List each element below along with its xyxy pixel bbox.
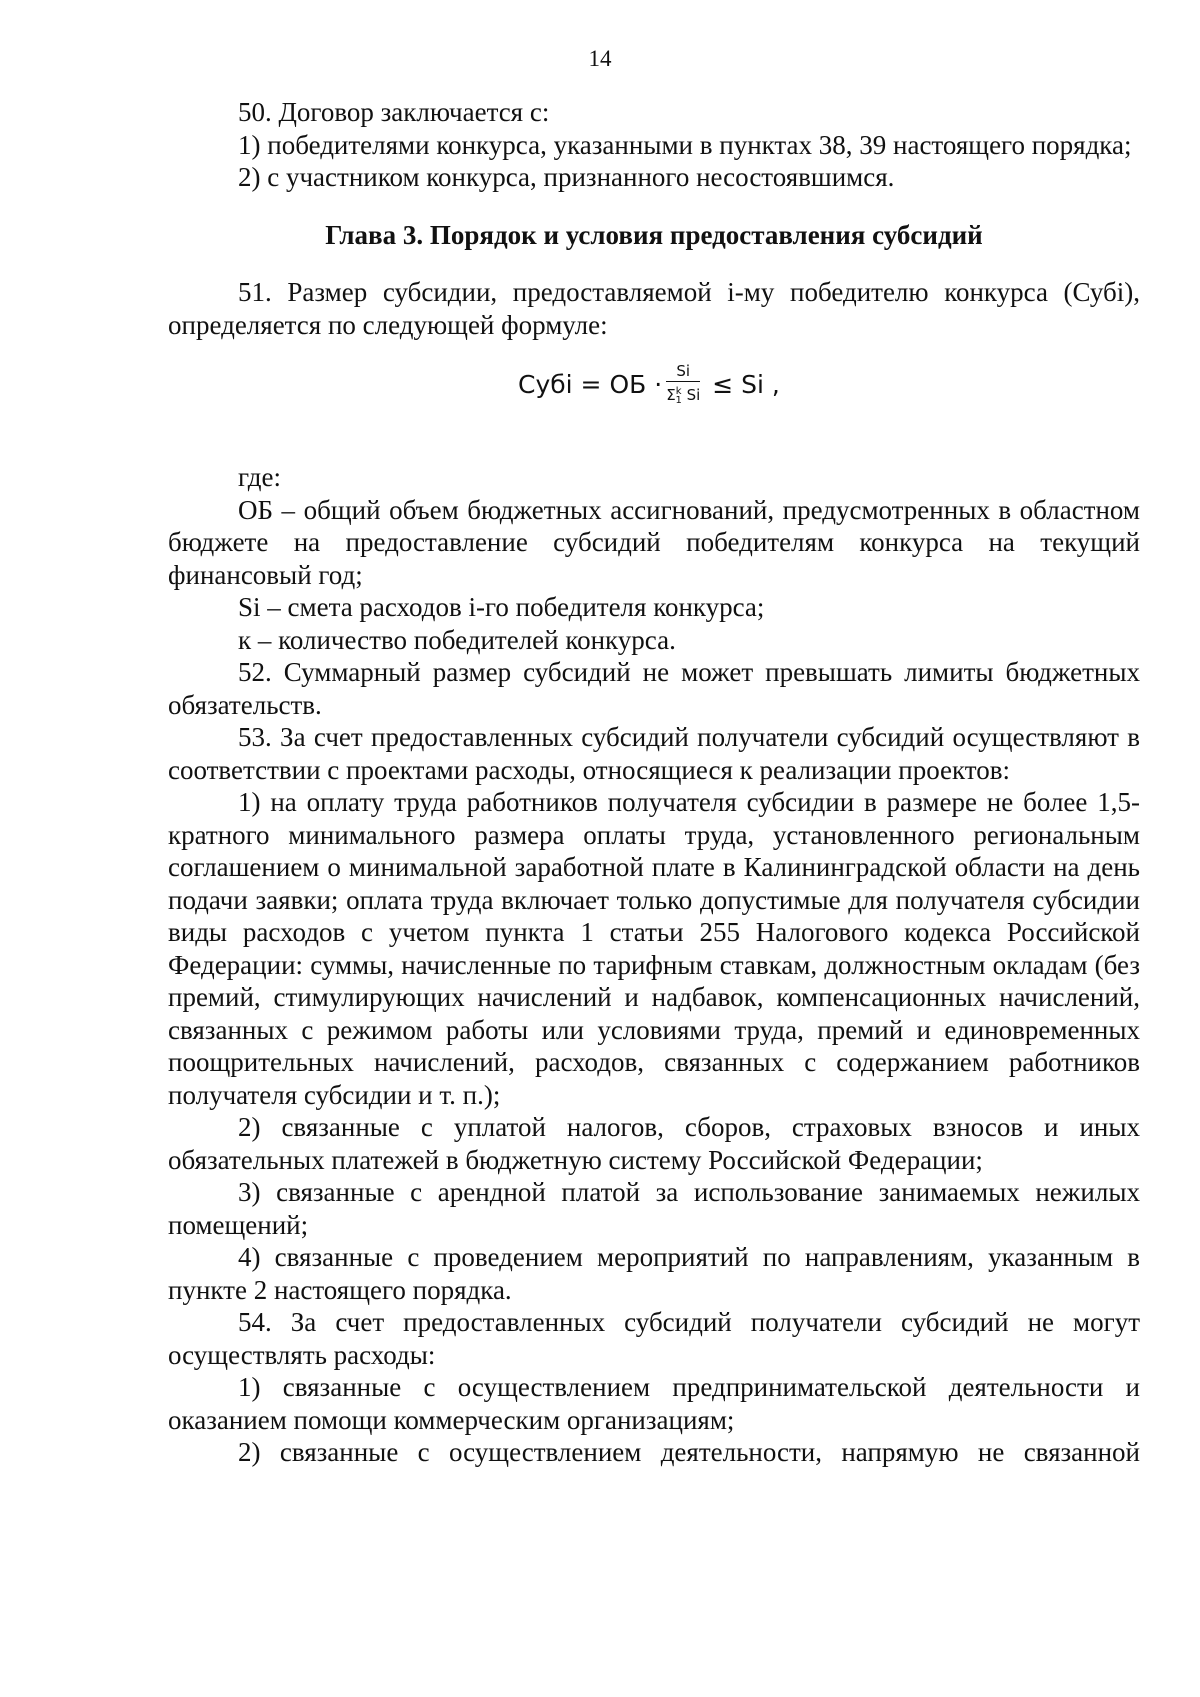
clause-52-text: 52. Суммарный размер субсидий не может превышать лимиты бюджетных обязательств. xyxy=(168,657,1140,720)
clause-51-text: 51. Размер субсидии, предоставляемой i-му победителю конкурса (Субi), определяется по следующей формуле: xyxy=(168,277,1140,340)
formula-fraction xyxy=(666,363,700,409)
clause-53-item-1: 1) на оплату труда работников получателя субсидии в размере не более 1,5-кратного минимального размера оплаты труда, установленного региональным соглашением о минимальной заработной плате в Калининградской области на день подачи заявки; оплата труда включает только допустимые для получателя субсидии виды расходов с учетом пункта 1 статьи 255 Налогового кодекса Российской Федерации: суммы, начисленные по тарифным ставкам, должностным окладам (без премий, стимулирующих начислений и надбавок, компенсационных начислений, связанных с режимом работы или условиями труда, премий и единовременных поощрительных начислений, расходов, связанных с содержанием работников получателя субсидии и т. п.); xyxy=(168,787,1140,1110)
clause-53-text: 53. За счет предоставленных субсидий получатели субсидий осуществляют в соответствии с проектами расходы, относящиеся к реализации проектов: xyxy=(168,722,1140,785)
clause-50-item-2: 2) с участником конкурса, признанного несостоявшимся. xyxy=(238,162,895,192)
formula-numerator: Si xyxy=(666,363,700,382)
definition-ob: ОБ – общий объем бюджетных ассигнований, предусмотренных в областном бюджете на предоставление субсидий победителям конкурса на текущий финансовый год; xyxy=(168,494,1140,590)
clause-50-title: 50. Договор заключается с: xyxy=(238,97,550,127)
formula-rhs: ≤ Si , xyxy=(712,370,780,399)
chapter-heading: Глава 3. Порядок и условия предоставления субсидий xyxy=(325,219,983,250)
formula-lhs: Субi = xyxy=(518,370,602,399)
clause-53-item-3: 3) связанные с арендной платой за использование занимаемых нежилых помещений; xyxy=(168,1177,1140,1240)
formula-denominator-tail: Si xyxy=(681,386,701,404)
definition-si: Si – смета расходов i-го победителя конкурса; xyxy=(238,592,765,622)
clause-54-item-2: 2) связанные с осуществлением деятельности, напрямую не связанной xyxy=(238,1437,1140,1467)
formula-ob: ОБ · xyxy=(609,370,663,399)
clause-54-item-1: 1) связанные с осуществлением предпринимательской деятельности и оказанием помощи коммерческим организациям; xyxy=(168,1372,1140,1435)
where-label: где: xyxy=(238,462,281,492)
definition-k: к – количество победителей конкурса. xyxy=(238,624,676,655)
clause-54-text: 54. За счет предоставленных субсидий получатели субсидий не могут осуществлять расходы: xyxy=(168,1307,1140,1370)
document-body xyxy=(168,96,1140,1469)
formula-sigma-sub: 1 xyxy=(675,395,682,406)
formula-denominator xyxy=(666,382,700,409)
clause-50-item-1: 1) победителями конкурса, указанными в пунктах 38, 39 настоящего порядка; xyxy=(238,129,1132,160)
subsidy-formula xyxy=(168,355,1140,437)
clause-53-item-2: 2) связанные с уплатой налогов, сборов, страховых взносов и иных обязательных платежей в бюджетную систему Российской Федерации; xyxy=(168,1112,1140,1175)
formula-sigma-sup: k xyxy=(675,386,682,397)
page-number: 14 xyxy=(588,46,612,71)
formula-sigma: Σ xyxy=(666,386,676,404)
clause-53-item-4: 4) связанные с проведением мероприятий по направлениям, указанным в пункте 2 настоящего порядка. xyxy=(168,1242,1140,1305)
